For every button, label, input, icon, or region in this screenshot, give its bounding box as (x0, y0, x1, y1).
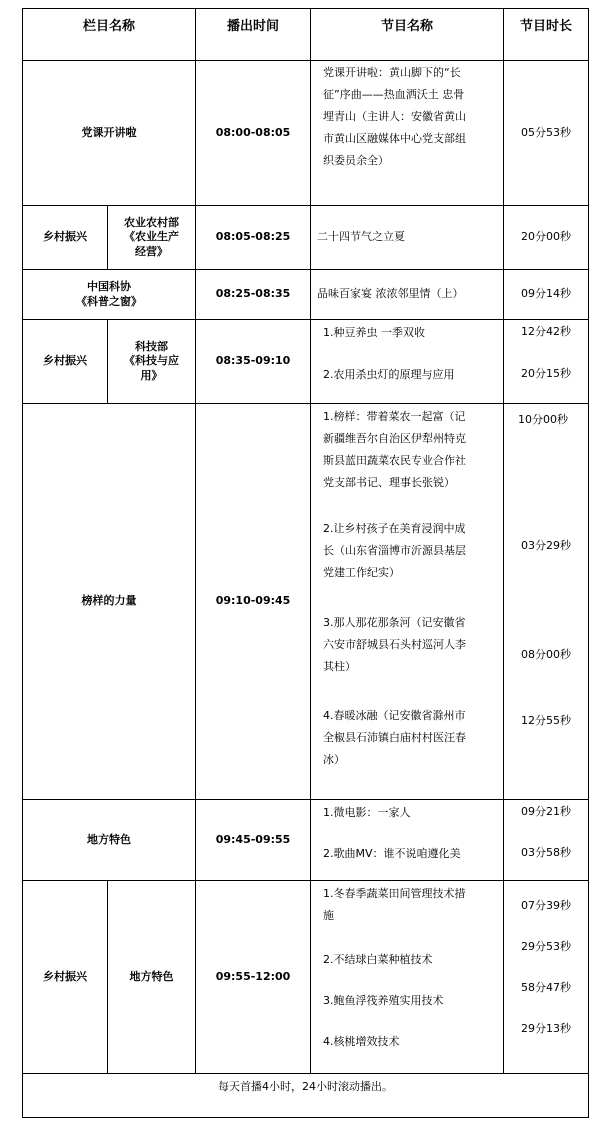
program-duration: 58分47秒 (521, 981, 572, 994)
program-title-line: 埋青山（主讲人：安徽省黄山 (323, 110, 467, 123)
schedule-table (22, 8, 589, 1118)
sub-column-name (108, 206, 196, 270)
program-title-line: 冰） (323, 753, 346, 766)
footer-note: 每天首播4小时，24小时滚动播出。 (23, 1074, 589, 1118)
table-row (23, 270, 589, 320)
footer-row (23, 1074, 589, 1118)
header-column-name: 栏目名称 (23, 9, 196, 61)
column-name: 党课开讲啦 (23, 61, 196, 206)
program-title (323, 612, 493, 678)
table-row (23, 320, 589, 404)
air-time: 08:35-09:10 (196, 320, 311, 404)
program-title (323, 883, 493, 927)
table-row (23, 61, 589, 206)
header-program-name: 节目名称 (311, 9, 504, 61)
program-title: 2.歌曲MV：谁不说咱遵化美 (323, 847, 461, 860)
table-row (23, 206, 589, 270)
program-duration-cell (504, 881, 589, 1074)
column-name: 地方特色 (23, 800, 196, 881)
program-title: 2.不结球白菜种植技术 (323, 953, 433, 966)
sub-column-line: 用》 (140, 368, 163, 382)
program-duration: 03分29秒 (521, 539, 572, 552)
program-cell (311, 404, 504, 800)
air-time: 08:05-08:25 (196, 206, 311, 270)
column-name-line: 《科普之窗》 (76, 294, 142, 308)
program-duration: 07分39秒 (521, 899, 572, 912)
program-duration-cell (504, 320, 589, 404)
program-cell (311, 800, 504, 881)
program-cell (311, 270, 504, 320)
program-duration: 29分53秒 (521, 940, 572, 953)
program-title: 3.鲍鱼浮筏养殖实用技术 (323, 994, 444, 1007)
sub-column-line: 《农业生产 (124, 230, 179, 244)
column-name-line: 中国科协 (87, 280, 131, 294)
program-title-line: 织委员余全） (323, 154, 390, 167)
program-title-line: 长（山东省淄博市沂源县基层 (323, 544, 467, 557)
header-row (23, 9, 589, 61)
program-title-line: 党建工作纪实） (323, 566, 401, 579)
table-row (23, 800, 589, 881)
program-title: 二十四节气之立夏 (317, 230, 406, 244)
program-duration: 03分58秒 (521, 846, 572, 859)
column-name: 乡村振兴 (23, 881, 108, 1074)
program-title (323, 62, 493, 172)
program-title-line: 党课开讲啦：黄山脚下的“长 (323, 66, 461, 79)
program-title-line: 1.冬春季蔬菜田间管理技术措 (323, 887, 466, 900)
program-title-line: 施 (323, 909, 335, 922)
program-title: 1.种豆养虫 一季双收 (323, 326, 426, 339)
program-duration: 12分55秒 (521, 714, 572, 727)
column-name: 榜样的力量 (23, 404, 196, 800)
program-duration-cell (504, 800, 589, 881)
program-duration: 20分00秒 (504, 206, 589, 270)
program-title (323, 705, 493, 771)
air-time: 09:45-09:55 (196, 800, 311, 881)
program-title-line: 六安市舒城县石头村巡河人李 (323, 638, 467, 651)
program-title (323, 518, 493, 584)
program-title: 品味百家宴 浓浓邻里情（上） (317, 287, 464, 301)
air-time: 08:25-08:35 (196, 270, 311, 320)
program-duration: 05分53秒 (504, 61, 589, 206)
sub-column-line: 农业农村部 (124, 216, 179, 230)
program-duration: 12分42秒 (521, 325, 572, 338)
air-time: 09:10-09:45 (196, 404, 311, 800)
program-title-line: 征”序曲——热血洒沃土 忠骨 (323, 88, 465, 101)
air-time: 09:55-12:00 (196, 881, 311, 1074)
program-duration: 29分13秒 (521, 1022, 572, 1035)
program-title-line: 4.春暖冰融（记安徽省滁州市 (323, 709, 466, 722)
sub-column-line: 《科技与应 (124, 354, 179, 368)
program-title-line: 市黄山区融媒体中心党支部组 (323, 132, 467, 145)
program-duration: 10分00秒 (518, 413, 569, 426)
column-name: 乡村振兴 (23, 206, 108, 270)
column-name (23, 270, 196, 320)
program-duration: 09分21秒 (521, 805, 572, 818)
sub-column-name: 地方特色 (108, 881, 196, 1074)
program-title-line: 党支部书记、理事长张锐） (323, 476, 456, 489)
program-title-line: 斯县蓝田蔬菜农民专业合作社 (323, 454, 467, 467)
table-row (23, 404, 589, 800)
program-duration-cell (504, 404, 589, 800)
sub-column-name (108, 320, 196, 404)
air-time: 08:00-08:05 (196, 61, 311, 206)
program-title-line: 1.榜样：带着菜农一起富（记 (323, 410, 466, 423)
program-cell (311, 881, 504, 1074)
program-title-line: 2.让乡村孩子在美育浸润中成 (323, 522, 466, 535)
program-title: 2.农用杀虫灯的原理与应用 (323, 368, 455, 381)
header-air-time: 播出时间 (196, 9, 311, 61)
program-title-line: 其柱） (323, 660, 357, 673)
table-row (23, 881, 589, 1074)
program-duration: 08分00秒 (521, 648, 572, 661)
program-cell (311, 61, 504, 206)
program-cell (311, 320, 504, 404)
program-duration: 20分15秒 (521, 367, 572, 380)
program-title (323, 406, 493, 494)
program-title: 4.核桃增效技术 (323, 1035, 400, 1048)
program-title-line: 新疆维吾尔自治区伊犁州特克 (323, 432, 467, 445)
header-duration: 节目时长 (504, 9, 589, 61)
column-name: 乡村振兴 (23, 320, 108, 404)
sub-column-line: 经营》 (135, 244, 168, 258)
program-cell (311, 206, 504, 270)
program-duration: 09分14秒 (504, 270, 589, 320)
sub-column-line: 科技部 (135, 340, 168, 354)
program-title-line: 全椒县石沛镇白庙村村医汪春 (323, 731, 467, 744)
program-title-line: 3.那人那花那条河（记安徽省 (323, 616, 466, 629)
program-title: 1.微电影：一家人 (323, 806, 411, 819)
